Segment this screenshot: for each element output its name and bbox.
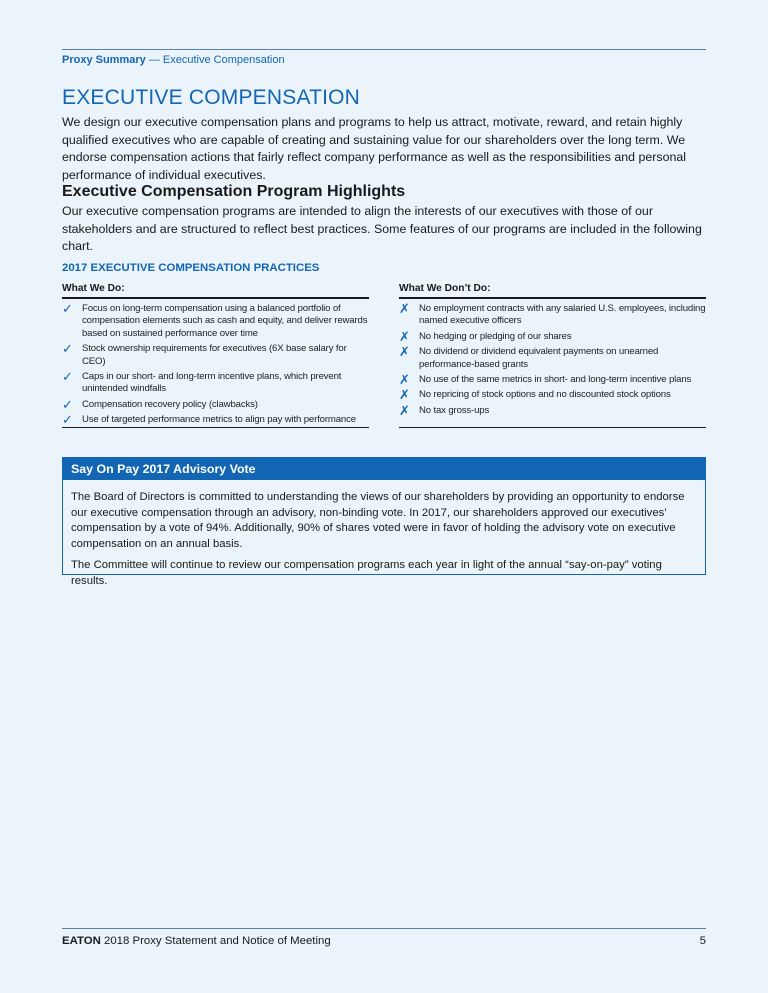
list-item: [399, 303, 706, 328]
list-item-text: Focus on long-term compensation using a balanced portfolio of compensation elements such as cash and equity, and deliver rewards based on sustained performance over time: [82, 303, 368, 339]
what-we-dont-do-list: [399, 303, 706, 417]
list-item: [62, 371, 369, 396]
header-separator: —: [145, 54, 163, 66]
checkmark-icon: ✓: [62, 341, 73, 357]
footer: [62, 935, 331, 947]
checkmark-icon: ✓: [62, 369, 73, 385]
header-subsection: Executive Compensation: [162, 54, 285, 66]
page-title: EXECUTIVE COMPENSATION: [62, 86, 361, 109]
footer-brand: EATON: [62, 935, 101, 947]
footer-rule: [62, 928, 706, 929]
list-item-text: No hedging or pledging of our shares: [419, 330, 572, 342]
header-section: Proxy Summary: [62, 54, 146, 66]
what-we-dont-do-column: [399, 282, 706, 420]
x-mark-icon: ✗: [399, 328, 410, 344]
header-rule: [62, 49, 706, 50]
list-item: [62, 303, 369, 340]
list-item: [399, 328, 706, 344]
x-mark-icon: ✗: [399, 301, 410, 316]
x-mark-icon: ✗: [399, 372, 410, 388]
list-item-text: Compensation recovery policy (clawbacks): [82, 398, 258, 410]
list-item-text: Caps in our short- and long-term incentive plans, which prevent unintended windfalls: [82, 371, 342, 395]
list-item: [399, 374, 706, 386]
page-number: 5: [699, 935, 706, 947]
list-item: [62, 343, 369, 368]
what-we-do-column: [62, 282, 369, 430]
say-on-pay-box: [62, 457, 706, 587]
what-we-do-heading: What We Do:: [62, 283, 125, 294]
column-bottom-rule: [62, 427, 369, 428]
column-heading-rule: [62, 297, 369, 299]
x-mark-icon: ✗: [399, 344, 410, 360]
checkmark-icon: ✓: [62, 396, 73, 412]
list-item: [399, 389, 706, 401]
what-we-do-list: [62, 303, 369, 427]
list-item: [399, 402, 706, 418]
checkmark-icon: ✓: [62, 412, 73, 428]
list-item: [62, 414, 369, 426]
column-heading-rule: [399, 297, 706, 299]
intro-paragraph: We design our executive compensation plans and programs to help us attract, motivate, reward, and retain highly qualified executives who are capable of creating and sustaining value for our shareholders over the long term. We endorse compensation actions that fairly reflect company performance as well as the responsibilities and personal performance of individual executives.: [62, 115, 686, 182]
list-item: [399, 346, 706, 371]
running-header: [62, 54, 285, 66]
say-on-pay-paragraph-2: The Committee will continue to review our compensation programs each year in light of the annual “say-on-pay” voting results.: [71, 559, 662, 587]
highlights-paragraph: Our executive compensation programs are intended to align the interests of our executives with those of our stakeholders and are structured to reflect best practices. Some features of our programs are included in the following chart.: [62, 204, 702, 254]
highlights-heading: Executive Compensation Program Highlights: [62, 183, 406, 200]
checkmark-icon: ✓: [62, 301, 73, 316]
x-mark-icon: ✗: [399, 402, 410, 418]
footer-text: 2018 Proxy Statement and Notice of Meeting: [100, 935, 331, 947]
x-mark-icon: ✗: [399, 387, 410, 403]
column-bottom-rule: [399, 427, 706, 428]
list-item-text: No employment contracts with any salaried U.S. employees, including named executive officers: [419, 303, 706, 327]
say-on-pay-heading: Say On Pay 2017 Advisory Vote: [63, 458, 705, 480]
list-item-text: No use of the same metrics in short- and long-term incentive plans: [419, 374, 692, 386]
what-we-dont-do-heading: What We Don’t Do:: [399, 283, 491, 294]
list-item-text: No dividend or dividend equivalent payments on unearned performance-based grants: [419, 346, 659, 370]
list-item-text: No repricing of stock options and no discounted stock options: [419, 389, 671, 401]
list-item-text: No tax gross-ups: [419, 404, 490, 416]
list-item-text: Stock ownership requirements for executives (6X base salary for CEO): [82, 343, 347, 367]
list-item-text: Use of targeted performance metrics to align pay with performance: [82, 414, 356, 426]
list-item: [62, 396, 369, 412]
say-on-pay-paragraph-1: The Board of Directors is committed to understanding the views of our shareholders by providing an opportunity to endorse our executive compensation through an advisory, non-binding vote. In 2017, our shareholders approved our executives’ compensation by a vote of 94%. Additionally, 90% of shares voted were in favor of holding the advisory vote on executive compensation on an annual basis.: [71, 491, 685, 550]
practices-title: 2017 EXECUTIVE COMPENSATION PRACTICES: [62, 262, 320, 274]
